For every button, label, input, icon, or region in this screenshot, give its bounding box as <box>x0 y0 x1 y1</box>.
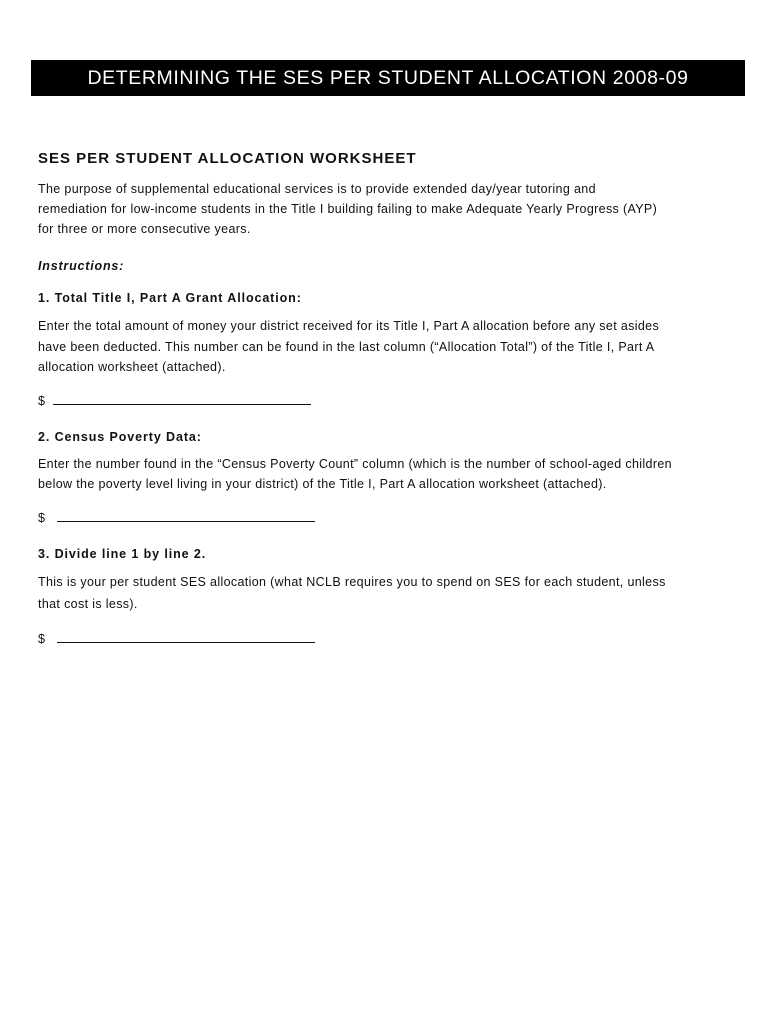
section-2-entry-prefix: $ <box>38 511 46 525</box>
section-1-entry-line[interactable] <box>38 393 738 408</box>
section-1-label: 1. Total Title I, Part A Grant Allocation: <box>38 291 302 305</box>
document-title-bar <box>31 60 745 96</box>
section-2-entry-blank[interactable] <box>57 510 315 522</box>
section-3-entry-line[interactable] <box>38 631 738 646</box>
intro-line: remediation for low-income students in the Title I building failing to make Adequate Yearly Progress (AYP) <box>38 202 658 216</box>
section-2-line: Enter the number found in the “Census Poverty Count” column (which is the number of school-aged children <box>38 457 672 471</box>
section-1-line: Enter the total amount of money your district received for its Title I, Part A allocation before any set asides <box>38 319 660 333</box>
section-1-line: allocation worksheet (attached). <box>38 360 226 374</box>
section-1-entry-prefix: $ <box>38 394 46 408</box>
instructions-label: Instructions: <box>38 259 125 273</box>
intro-line: The purpose of supplemental educational services is to provide extended day/year tutoring and <box>38 182 596 196</box>
intro-paragraph <box>38 179 738 239</box>
section-1-line: have been deducted. This number can be found in the last column (“Allocation Total”) of the Title I, Part A <box>38 340 655 354</box>
intro-line: for three or more consecutive years. <box>38 222 251 236</box>
worksheet-heading: SES PER STUDENT ALLOCATION WORKSHEET <box>38 150 417 167</box>
section-2-text <box>38 454 738 494</box>
section-3-label: 3. Divide line 1 by line 2. <box>38 547 207 561</box>
worksheet-body <box>38 150 738 646</box>
section-3-entry-blank[interactable] <box>57 631 315 643</box>
section-3-line: This is your per student SES allocation (what NCLB requires you to spend on SES for each student, unless <box>38 575 666 589</box>
document-title: DETERMINING THE SES PER STUDENT ALLOCATION 2008-09 <box>87 66 689 89</box>
section-1-entry-blank[interactable] <box>53 393 311 405</box>
section-3-entry-prefix: $ <box>38 632 46 646</box>
section-3-line: that cost is less). <box>38 597 138 611</box>
section-1-text <box>38 315 738 377</box>
section-2-label: 2. Census Poverty Data: <box>38 430 202 444</box>
section-2-line: below the poverty level living in your district) of the Title I, Part A allocation worksheet (attached). <box>38 477 607 491</box>
section-3-text <box>38 571 738 615</box>
section-2-entry-line[interactable] <box>38 510 738 525</box>
